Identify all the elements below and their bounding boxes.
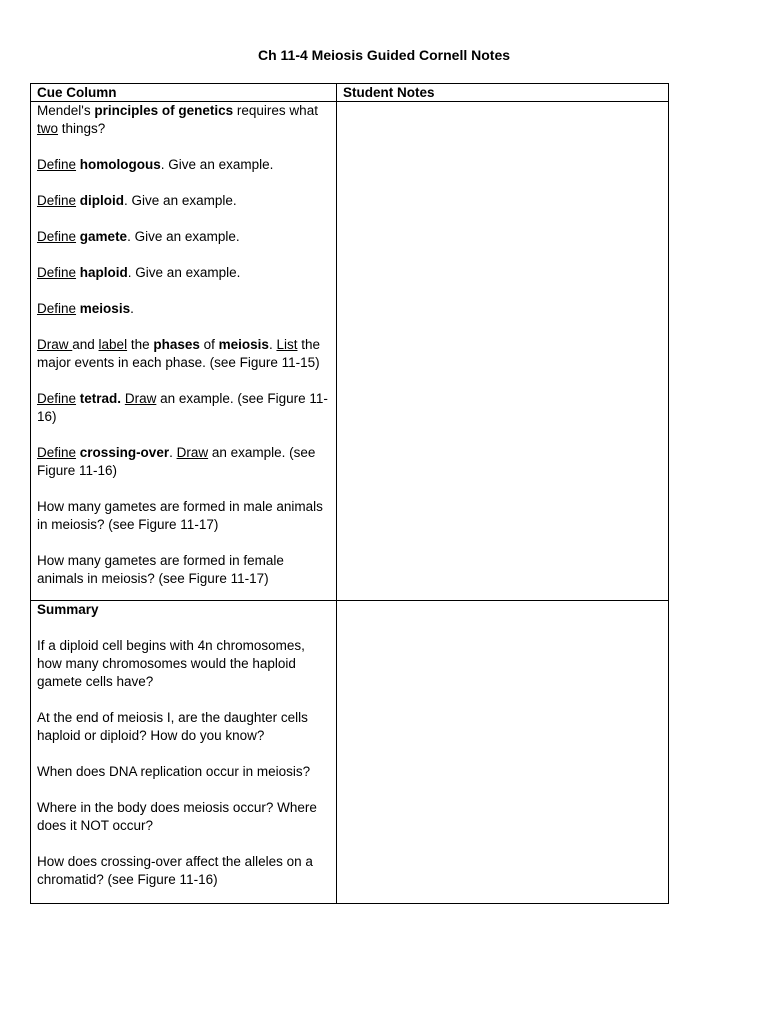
question-text-fragment: Define [37,391,77,406]
cue-question [37,552,330,588]
cue-question [37,102,330,138]
question-text-fragment: How many gametes are formed in female animals in meiosis? (see Figure 11-17) [37,553,284,586]
cue-question [37,799,330,835]
question-text-fragment: Where in the body does meiosis occur? Where does it NOT occur? [37,800,317,833]
question-text-fragment: How does crossing-over affect the alleles on a chromatid? (see Figure 11-16) [37,854,313,887]
question-text-fragment: of [199,337,219,352]
question-text-fragment: an example. (see Figure 11-16) [37,445,316,478]
question-text-fragment: homologous [79,157,161,172]
question-text-fragment: Define [37,265,77,280]
question-text-fragment: How many gametes are formed in male animals in meiosis? (see Figure 11-17) [37,499,323,532]
cue-question [37,300,330,318]
cue-question [37,192,330,210]
question-text-fragment: haploid [79,265,128,280]
questions-row [31,102,669,601]
question-text-fragment: . Give an example. [127,265,241,280]
question-text-fragment: . [268,337,277,352]
question-text-fragment: . Give an example. [127,229,240,244]
question-text-fragment: If a diploid cell begins with 4n chromosomes, how many chromosomes would the haploid gamete cells have? [37,638,305,689]
question-text-fragment: tetrad. [79,391,122,406]
table-header-row [31,84,669,102]
notes-cell-summary[interactable] [337,601,669,904]
cue-column-header: Cue Column [31,84,337,102]
question-text-fragment: Draw [176,445,209,460]
question-text-fragment: diploid [79,193,125,208]
student-notes-header: Student Notes [337,84,669,102]
cue-question [37,498,330,534]
cue-question [37,637,330,691]
cue-question [37,390,330,426]
question-text-fragment: crossing-over [79,445,170,460]
question-text-fragment: . Give an example. [160,157,274,172]
question-text-fragment: an example. (see Figure 11-16) [37,391,328,424]
question-text-fragment: Define [37,301,77,316]
cue-question [37,763,330,781]
cornell-notes-table [30,83,669,904]
question-text-fragment: two [37,121,59,136]
cue-question [37,853,330,889]
cue-question [37,336,330,372]
cue-cell-summary [31,601,337,904]
question-text-fragment: Mendel's [37,103,95,118]
question-text-fragment: Define [37,193,77,208]
question-text-fragment: Draw [37,337,73,352]
question-text-fragment: . [169,445,177,460]
cue-question [37,444,330,480]
cue-question [37,228,330,246]
notes-cell-questions[interactable] [337,102,669,601]
question-text-fragment: List [276,337,298,352]
question-text-fragment: Define [37,157,77,172]
question-text-fragment: Draw [124,391,157,406]
question-text-fragment: the [127,337,154,352]
question-text-fragment: and [72,337,99,352]
question-text-fragment: things? [58,121,106,136]
question-text-fragment: principles of genetics [94,103,234,118]
cue-question [37,709,330,745]
question-text-fragment: label [98,337,128,352]
question-text-fragment: Define [37,445,77,460]
question-text-fragment: the major events in each phase. (see Figure 11-15) [37,337,320,370]
question-text-fragment: phases [153,337,200,352]
question-text-fragment: When does DNA replication occur in meiosis? [37,764,311,779]
question-text-fragment: At the end of meiosis I, are the daughter cells haploid or diploid? How do you know? [37,710,308,743]
question-text-fragment: . [130,301,134,316]
question-text-fragment: meiosis [218,337,269,352]
summary-row [31,601,669,904]
question-text-fragment: gamete [79,229,128,244]
question-text-fragment: meiosis [79,301,131,316]
summary-label: Summary [37,602,99,617]
question-text-fragment: requires what [233,103,318,118]
page-title: Ch 11-4 Meiosis Guided Cornell Notes [257,47,511,63]
cue-cell-questions [31,102,337,601]
cue-question [37,156,330,174]
question-text-fragment: . Give an example. [124,193,237,208]
cue-question [37,264,330,282]
question-text-fragment: Define [37,229,77,244]
